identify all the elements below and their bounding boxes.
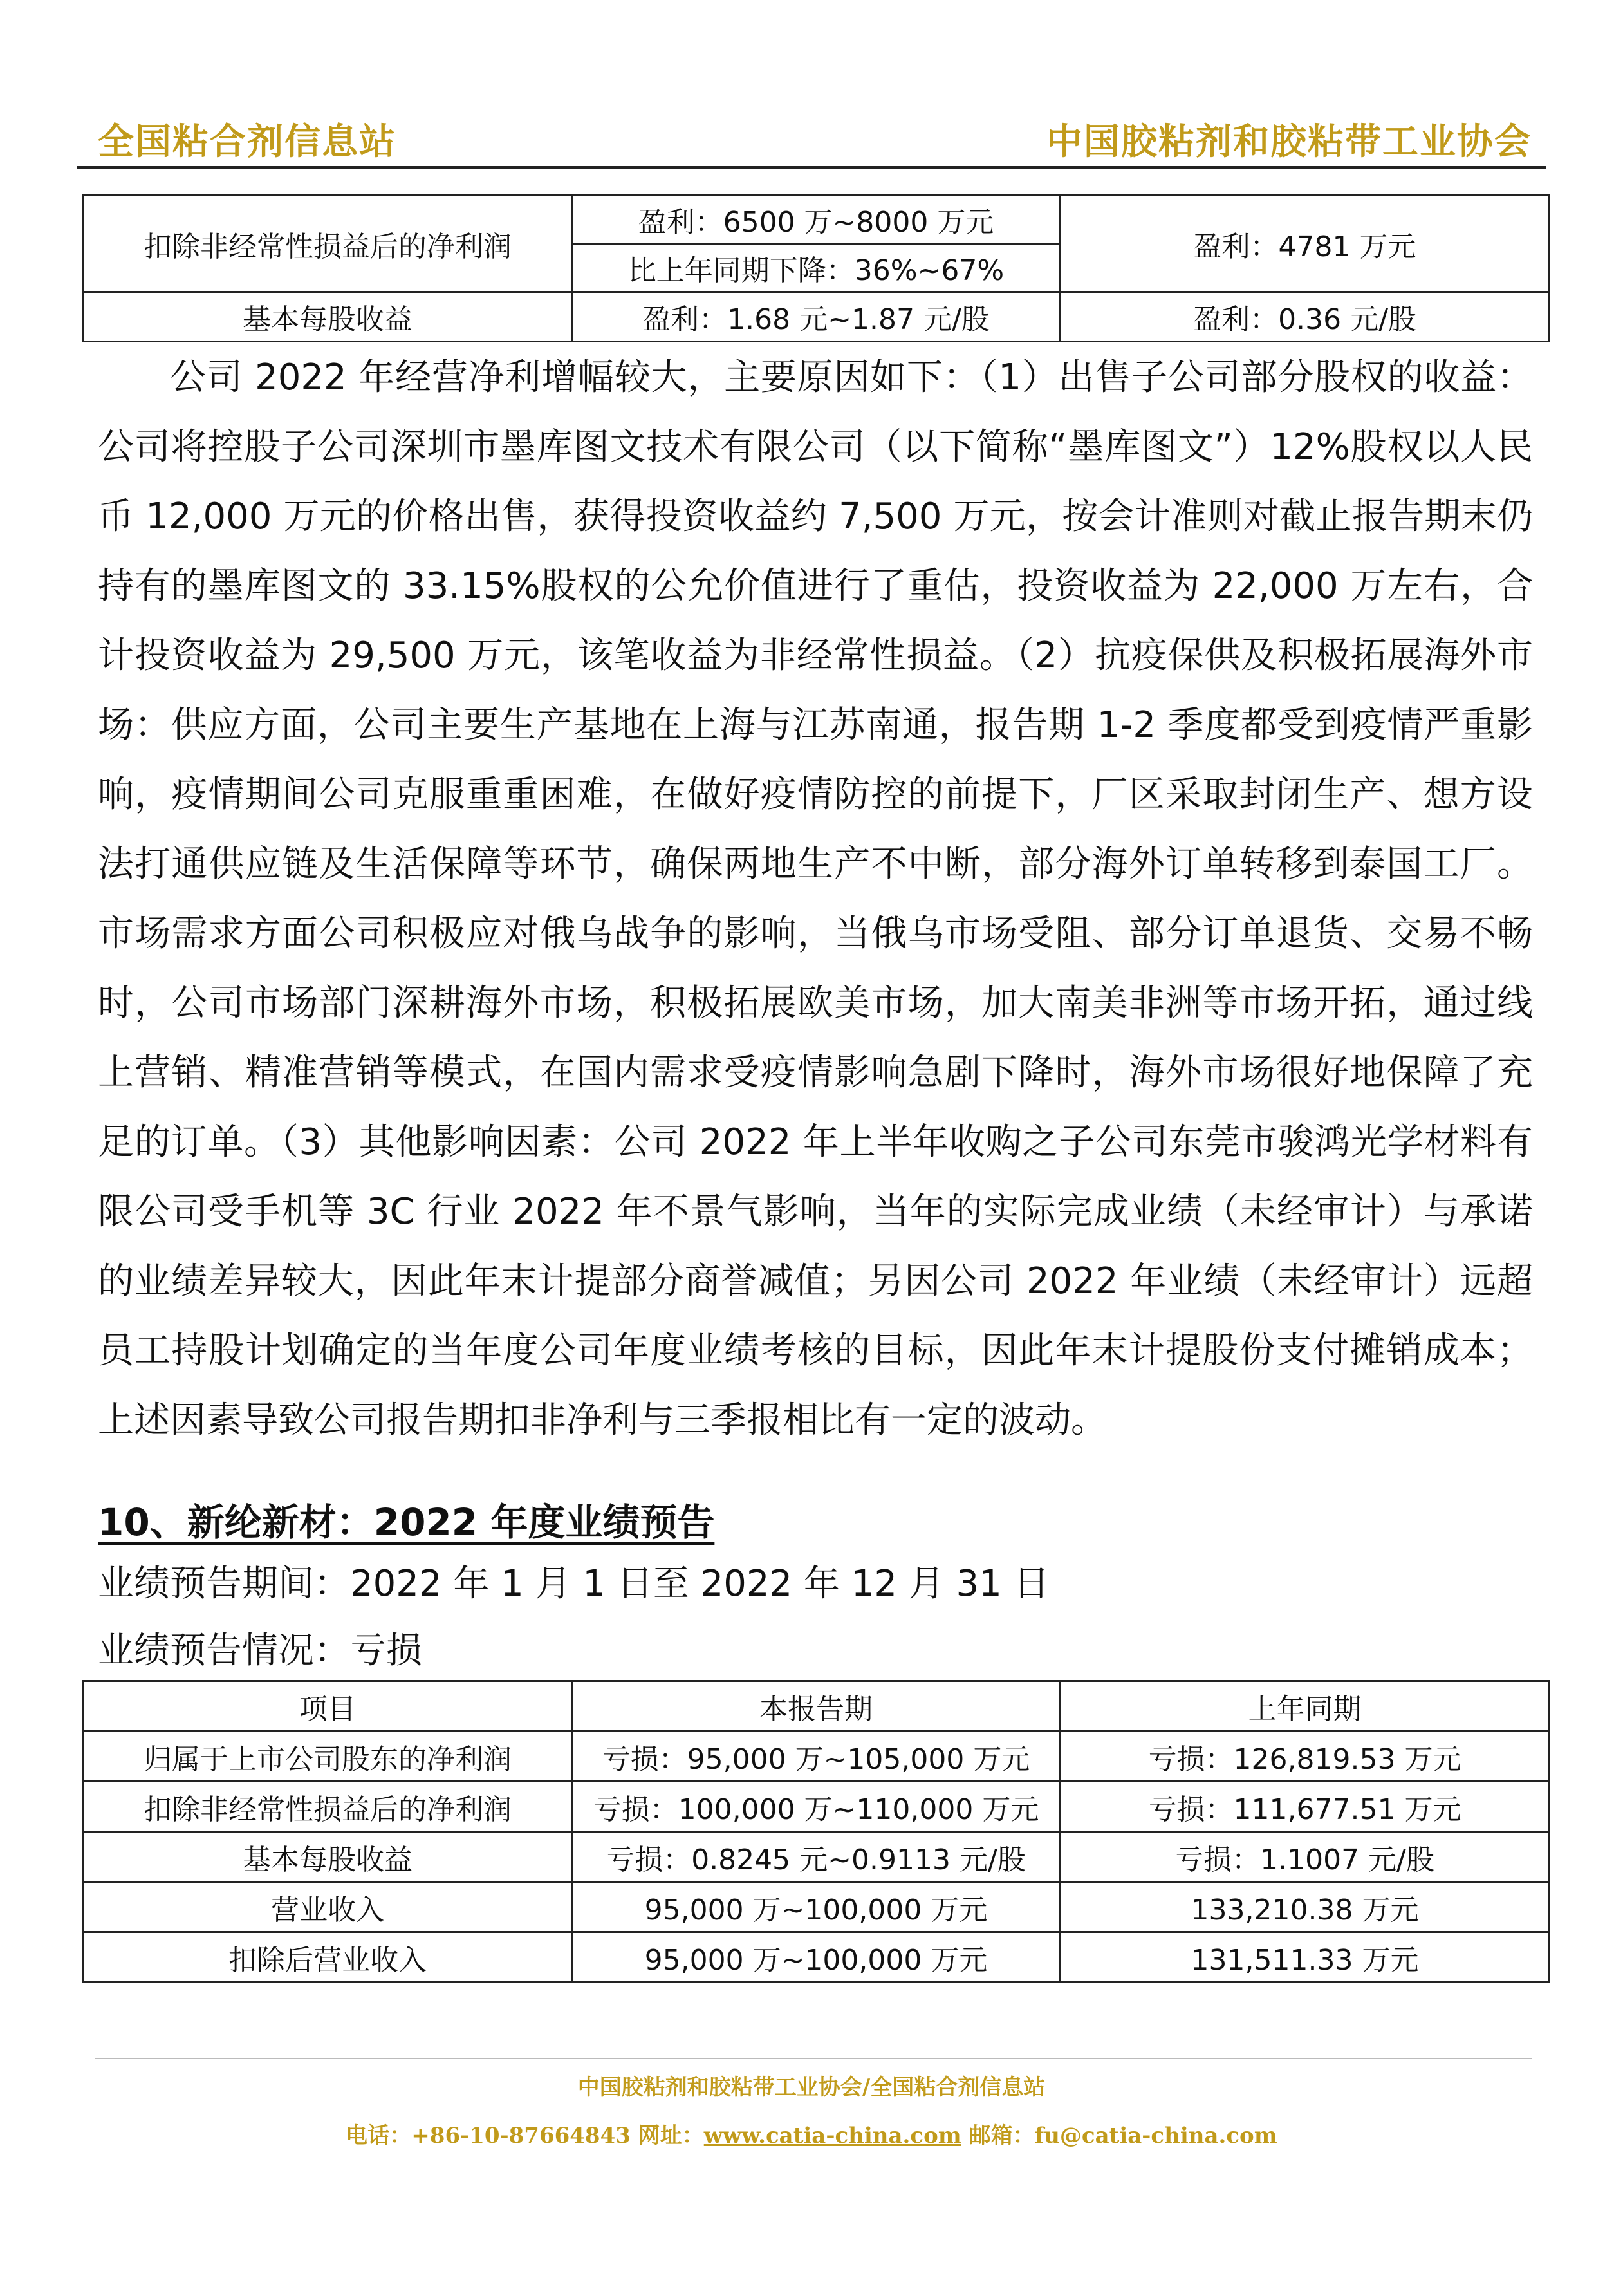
table-row (84, 1832, 1550, 1882)
table-cell-prior: 盈利：4781 万元 (1061, 196, 1550, 292)
table-row (84, 1731, 1550, 1782)
forecast-situation: 业绩预告情况：亏损 (98, 1630, 422, 1672)
footer-contact (0, 2118, 1623, 2149)
table-header-prior: 上年同期 (1061, 1681, 1550, 1731)
section-title: 10、新纶新材：2022 年度业绩预告 (98, 1500, 715, 1544)
header-rule (77, 166, 1546, 169)
footer-organization: 中国胶粘剂和胶粘带工业协会/全国粘合剂信息站 (577, 2075, 1046, 2100)
table-cell-current: 95,000 万~100,000 万元 (572, 1882, 1061, 1932)
table-header-row (84, 1681, 1550, 1731)
forecast-period: 业绩预告期间：2022 年 1 月 1 日至 2022 年 12 月 31 日 (98, 1563, 1050, 1605)
table-cell-current: 95,000 万~100,000 万元 (572, 1932, 1061, 1983)
table-cell-item: 营业收入 (84, 1882, 572, 1932)
table-cell-item: 归属于上市公司股东的净利润 (84, 1731, 572, 1782)
table-header-current: 本报告期 (572, 1681, 1061, 1731)
earnings-table-continued (82, 194, 1550, 342)
header-association-name: 中国胶粘剂和胶粘带工业协会 (1046, 121, 1532, 163)
table-row (84, 1782, 1550, 1832)
table-header-item: 项目 (84, 1681, 572, 1731)
table-cell-current: 亏损：95,000 万~105,000 万元 (572, 1731, 1061, 1782)
table-cell-current: 亏损：0.8245 元~0.9113 元/股 (572, 1832, 1061, 1882)
table-cell-prior: 133,210.38 万元 (1061, 1882, 1550, 1932)
header-site-name: 全国粘合剂信息站 (98, 121, 396, 163)
table-cell-prior: 亏损：1.1007 元/股 (1061, 1832, 1550, 1882)
table-cell-item: 扣除后营业收入 (84, 1932, 572, 1983)
table-cell-prior: 亏损：111,677.51 万元 (1061, 1782, 1550, 1832)
table-cell-item: 基本每股收益 (84, 292, 572, 342)
table-cell-item: 扣除非经常性损益后的净利润 (84, 196, 572, 292)
table-row (84, 1932, 1550, 1983)
table-cell-prior: 亏损：126,819.53 万元 (1061, 1731, 1550, 1782)
forecast-table (82, 1680, 1550, 1983)
table-cell-current-change: 比上年同期下降：36%~67% (572, 244, 1061, 292)
table-cell-current: 盈利：1.68 元~1.87 元/股 (572, 292, 1061, 342)
table-cell-prior: 131,511.33 万元 (1061, 1932, 1550, 1983)
table-cell-current: 盈利：6500 万~8000 万元 (572, 196, 1061, 244)
footer-phone: 电话：+86-10-87664843 网址： (346, 2123, 704, 2149)
footer-rule (95, 2058, 1532, 2059)
footer-email: 邮箱：fu@catia-china.com (961, 2123, 1277, 2149)
footer-website-link[interactable]: www.catia-china.com (703, 2123, 961, 2149)
table-cell-item: 扣除非经常性损益后的净利润 (84, 1782, 572, 1832)
body-paragraph: 公司 2022 年经营净利增幅较大，主要原因如下：（1）出售子公司部分股权的收益：公司将控股子公司深圳市墨库图文技术有限公司（以下简称“墨库图文”）12%股权以人民币 12,000 万元的价格出售，获得投资收益约 7,500 万元，按会计准则对截止报告期末仍持有的墨库图文的 33.15%股权的公允价值进行了重估，投资收益为 22,000 万左右，合计投资收益为 29,500 万元，该笔收益为非经常性损益。（2）抗疫保供及积极拓展海外市场：供应方面，公司主要生产基地在上海与江苏南通，报告期 1-2 季度都受到疫情严重影响，疫情期间公司克服重重困难，在做好疫情防控的前提下，厂区采取封闭生产、想方设法打通供应链及生活保障等环节，确保两地生产不中断，部分海外订单转移到泰国工厂。市场需求方面公司积极应对俄乌战争的影响，当俄乌市场受阻、部分订单退货、交易不畅时，公司市场部门深耕海外市场，积极拓展欧美市场，加大南美非洲等市场开拓，通过线上营销、精准营销等模式，在国内需求受疫情影响急剧下降时，海外市场很好地保障了充足的订单。（3）其他影响因素：公司 2022 年上半年收购之子公司东莞市骏鸿光学材料有限公司受手机等 3C 行业 2022 年不景气影响，当年的实际完成业绩（未经审计）与承诺的业绩差异较大，因此年末计提部分商誉减值；另因公司 2022 年业绩（未经审计）远超员工持股计划确定的当年度公司年度业绩考核的目标，因此年末计提股份支付摊销成本；上述因素导致公司报告期扣非净利与三季报相比有一定的波动。 (98, 357, 1533, 1441)
table-cell-current: 亏损：100,000 万~110,000 万元 (572, 1782, 1061, 1832)
table-cell-item: 基本每股收益 (84, 1832, 572, 1882)
table-row (84, 1882, 1550, 1932)
table-cell-prior: 盈利：0.36 元/股 (1061, 292, 1550, 342)
